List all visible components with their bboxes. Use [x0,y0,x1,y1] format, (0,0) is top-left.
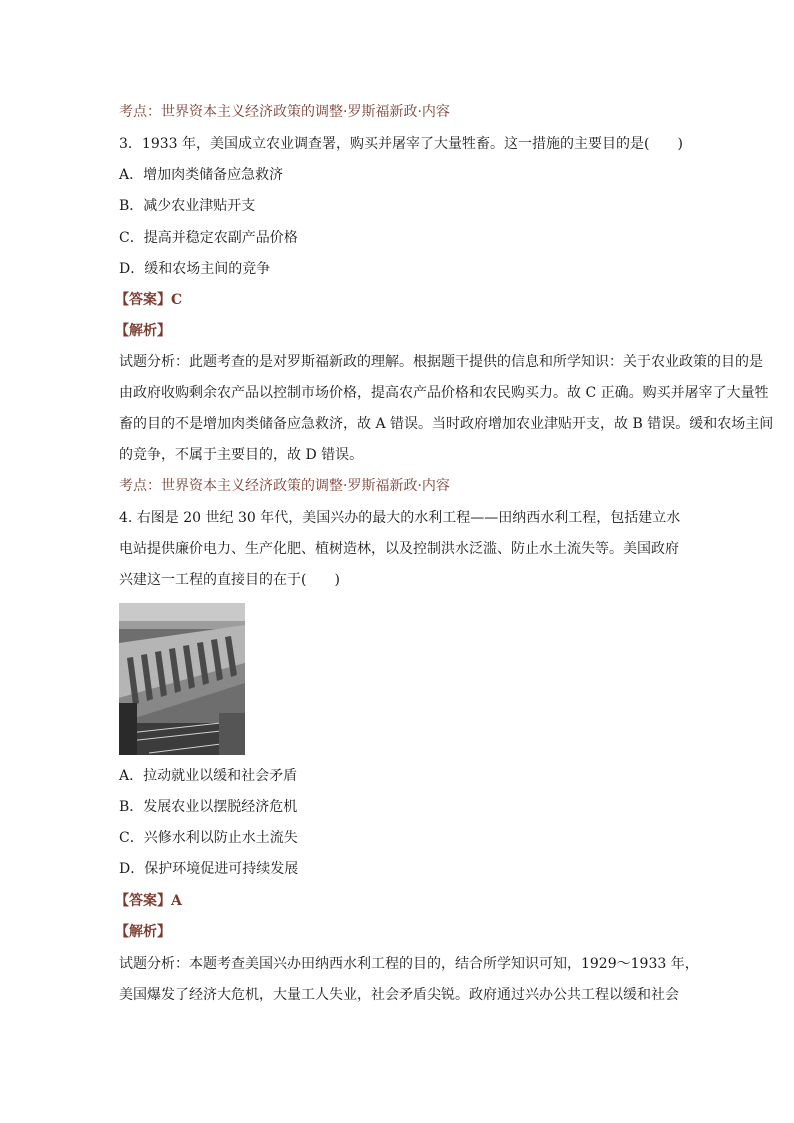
analysis-line: 由政府收购剩余农产品以控制市场价格，提高农产品价格和农民购买力。故 C 正确。购买并屠宰了大量牲 [119,385,769,401]
option-d: D．缓和农场主间的竞争 [119,261,271,277]
dam-photo [119,603,245,755]
option-c: C．提高并稳定农副产品价格 [119,230,298,246]
answer-label: 【答案】A [115,893,182,909]
analysis-heading: 【解析】 [115,924,171,940]
question-4-stem: 电站提供廉价电力、生产化肥、植树造林，以及控制洪水泛滥、防止水土流失等。美国政府 [119,541,679,557]
kaodian-label: 考点：世界资本主义经济政策的调整·罗斯福新政·内容 [119,478,450,494]
analysis-line: 的竞争，不属于主要目的，故 D 错误。 [119,447,364,463]
option-a: A．拉动就业以缓和社会矛盾 [119,768,298,784]
option-b: B．减少农业津贴开支 [119,198,256,214]
dam-photo-illustration [119,603,245,755]
option-c: C．兴修水利以防止水土流失 [119,830,298,846]
analysis-line: 试题分析：本题考查美国兴办田纳西水利工程的目的，结合所学知识可知，1929～1933 年， [119,956,699,972]
question-3-stem: 3．1933 年，美国成立农业调查署，购买并屠宰了大量牲畜。这一措施的主要目的是( ) [119,136,683,152]
option-a: A．增加肉类储备应急救济 [119,167,284,183]
kaodian-label: 考点：世界资本主义经济政策的调整·罗斯福新政·内容 [119,104,450,120]
answer-label: 【答案】C [115,292,183,308]
option-d: D．保护环境促进可持续发展 [119,861,299,877]
analysis-line: 试题分析：此题考查的是对罗斯福新政的理解。根据题干提供的信息和所学知识：关于农业政策的目的是 [119,354,763,370]
analysis-heading: 【解析】 [115,323,171,339]
analysis-line: 美国爆发了经济大危机，大量工人失业，社会矛盾尖锐。政府通过兴办公共工程以缓和社会 [119,987,679,1003]
question-4-stem: 兴建这一工程的直接目的在于( ) [119,572,340,588]
question-4-stem: 4. 右图是 20 世纪 30 年代，美国兴办的最大的水利工程——田纳西水利工程，包括建立水 [119,510,681,526]
analysis-line: 畜的目的不是增加肉类储备应急救济，故 A 错误。当时政府增加农业津贴开支，故 B 错误。缓和农场主间 [119,416,774,432]
option-b: B．发展农业以摆脱经济危机 [119,799,298,815]
